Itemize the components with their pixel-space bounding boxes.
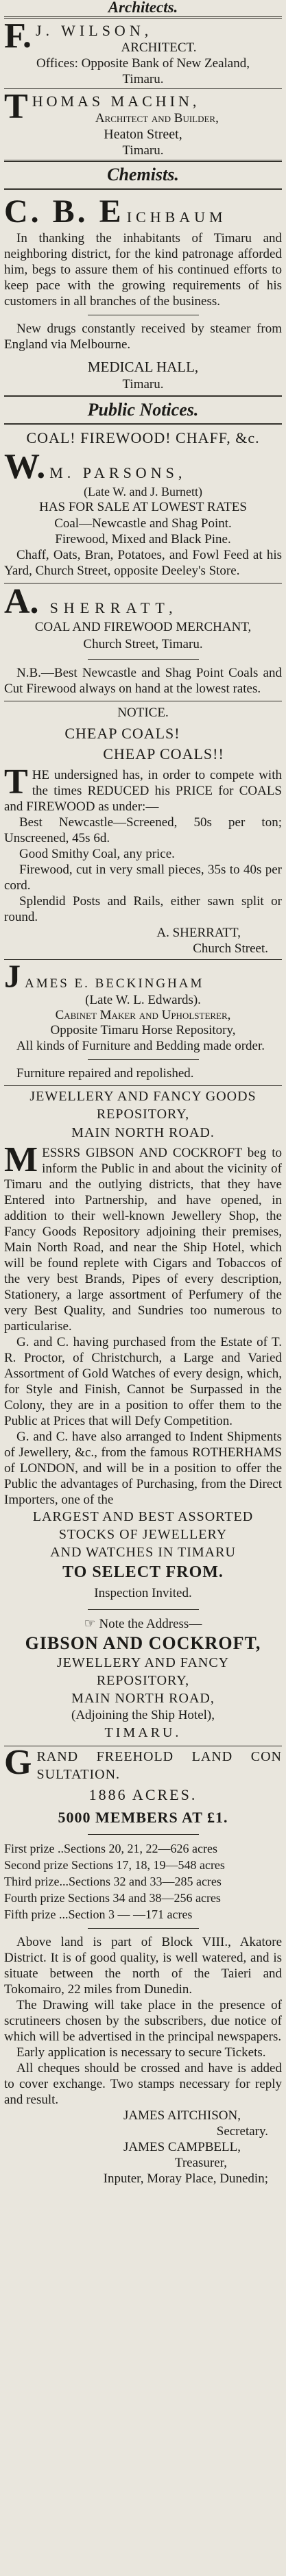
members-line: 5000 MEMBERS AT £1. xyxy=(58,1809,228,1826)
ad-sherratt xyxy=(4,585,282,697)
note-line: ☞ Note the Address— xyxy=(84,1617,202,1631)
price-firewood: Firewood, cut in very small pieces, 35s to 40s per cord. xyxy=(4,863,282,893)
town-line: Timaru. xyxy=(122,72,164,86)
firm-line-3: REPOSITORY, xyxy=(96,1673,190,1688)
firm-line-4: MAIN NORTH ROAD, xyxy=(71,1691,215,1706)
drop-initial: J xyxy=(4,961,21,995)
ad-eichbaum xyxy=(4,193,282,392)
cheap-line-2: CHEAP COALS!! xyxy=(103,745,224,762)
firm-line-2: JEWELLERY AND FANCY xyxy=(56,1655,230,1670)
price-smithy: Good Smithy Coal, any price. xyxy=(19,847,175,861)
coal-line: Coal—Newcastle and Shag Point. xyxy=(54,516,232,531)
section-heading-public-notices: Public Notices. xyxy=(87,400,199,420)
nb-line: N.B.—Best Newcastle and Shag Point Coals and Cut Firewood always on hand at the lowest rates. xyxy=(4,666,282,696)
consultation-title: RAND FREEHOLD LAND CON SULTATION. xyxy=(36,1749,282,1782)
divider xyxy=(4,423,282,425)
signature-name: A. SHERRATT, xyxy=(156,926,241,940)
firm-line-6: TIMARU. xyxy=(104,1725,182,1740)
cheap-line-1: CHEAP COALS! xyxy=(64,725,180,742)
repair-line: Furniture repaired and repolished. xyxy=(16,1066,194,1081)
consultation-body-2: The Drawing will take place in the presence of scrutineers chosen by the subscribers, due notice of which will be advertised in the principal newspapers. xyxy=(4,1998,282,2044)
jewellery-heading-1: JEWELLERY AND FANCY GOODS xyxy=(29,1089,257,1104)
sale-line: HAS FOR SALE AT LOWEST RATES xyxy=(39,500,247,514)
jewellery-body-1: ESSRS GIBSON AND COCKROFT beg to inform the Public in and about the vicinity of Timaru and the outlying districts, that they have Entered into Partnership, and have opened, in addition to their well-known Jewellery Shop, the Fancy Goods Repository adjoining their premises, Main North Road, and near the Ship Hotel, which will be found replete with Cigars and Tobaccos of the very best Brands, Pipes of every description, Stationery, a large assortment of Perfumery of the very Best Quality, and Sundries too numerous to particularise. xyxy=(4,1146,282,1334)
ad-wilson xyxy=(4,21,282,87)
late-line: (Late W. and J. Burnett) xyxy=(84,485,202,498)
advertiser-title: Architect and Builder, xyxy=(95,111,219,125)
advertiser-title: ARCHITECT. xyxy=(121,40,197,55)
firm-name: GIBSON AND COCKROFT, xyxy=(25,1633,261,1653)
jewellery-body-2: G. and C. having purchased from the Estate of T. R. Proctor, of Christchurch, a Large and Varied Assortment of Gold Watches of every design, which, for Style and Finish, Cannot be Surpassed in the Colony, they are in a position to offer them to the Public at Prices that will Defy Competition. xyxy=(4,1335,282,1428)
prize-row: Second prize Sections 17, 18, 19—548 acres xyxy=(4,1858,225,1872)
firm-line-5: (Adjoining the Ship Hotel), xyxy=(71,1708,215,1722)
divider xyxy=(88,1834,199,1835)
consultation-body-1: Above land is part of Block VIII., Akatore District. It is of good quality, is well watered, and is situate between the north of the Taieri and Tokomairo, 22 miles from Dunedin. xyxy=(4,1935,282,1997)
advertiser-surname: ICHBAUM xyxy=(126,208,227,226)
stock-line-1: LARGEST AND BEST ASSORTED xyxy=(32,1509,254,1524)
signature-address: Church Street. xyxy=(193,941,268,956)
ad-jewellery xyxy=(4,1087,282,1742)
street-line: Heaton Street, xyxy=(104,127,182,142)
advertiser-name: J. WILSON, xyxy=(36,22,153,39)
divider xyxy=(88,1059,199,1060)
inspection-line: Inspection Invited. xyxy=(94,1586,192,1600)
divider xyxy=(88,1609,199,1610)
jewellery-heading-3: MAIN NORTH ROAD. xyxy=(71,1125,215,1140)
prize-row: Fifth prize ...Section 3 — —171 acres xyxy=(4,1907,193,1921)
ad-body-drugs: New drugs constantly received by steamer from England via Melbourne. xyxy=(4,322,282,352)
advertiser-name: HOMAS MACHIN, xyxy=(32,93,200,110)
divider xyxy=(4,1085,282,1086)
drop-initial: W. xyxy=(4,447,46,486)
headline: COAL! FIREWOOD! CHAFF, &c. xyxy=(26,429,260,446)
divider xyxy=(4,959,282,960)
drop-initial: T xyxy=(4,92,28,126)
drop-initial: F. xyxy=(4,21,32,56)
stock-line-2: STOCKS OF JEWELLERY xyxy=(58,1527,228,1542)
shop-name: MEDICAL HALL, xyxy=(87,359,199,375)
ad-beckingham xyxy=(4,961,282,1081)
town-line: Timaru. xyxy=(122,143,164,158)
select-line: TO SELECT FROM. xyxy=(62,1563,224,1581)
notice-body: HE undersigned has, in order to compete with the times REDUCED his PRICE for COALS and FIREWOOD as under:— xyxy=(4,768,282,814)
ad-body: In thanking the inhabitants of Timaru and neighboring district, for the kind patronage afforded him, begs to assure them of his continued efforts to keep pace with the growing requirements of his customers in all branches of the business. xyxy=(4,231,282,309)
address-line: Church Street, Timaru. xyxy=(83,637,203,651)
divider xyxy=(4,395,282,397)
late-line: (Late W. L. Edwards). xyxy=(85,993,201,1007)
address-line: Offices: Opposite Bank of New Zealand, xyxy=(36,56,250,71)
consultation-body-3: Early application is necessary to secure Tickets. xyxy=(16,2045,266,2060)
divider xyxy=(4,88,282,89)
drop-initial: G xyxy=(4,1748,33,1782)
signature-address: Inputer, Moray Place, Dunedin; xyxy=(103,2171,268,2186)
divider xyxy=(4,160,282,162)
ad-cheap-coals xyxy=(4,703,282,956)
firewood-line: Firewood, Mixed and Black Pine. xyxy=(55,532,231,546)
drop-initial: A. xyxy=(4,585,39,621)
ad-land-consultation xyxy=(4,1748,282,2187)
signature-treasurer: JAMES CAMPBELL, xyxy=(123,2140,241,2154)
address-line: Opposite Timaru Horse Repository, xyxy=(50,1023,236,1037)
stock-line-3: AND WATCHES IN TIMARU xyxy=(50,1545,236,1560)
section-heading-architects: Architects. xyxy=(108,0,178,15)
advertiser-title: Cabinet Maker and Upholsterer, xyxy=(55,1008,231,1022)
advertiser-name: M. PARSONS, xyxy=(49,464,187,481)
ad-parsons xyxy=(4,426,282,579)
divider xyxy=(88,1928,199,1929)
drop-initial: M xyxy=(4,1140,38,1179)
acres-line: 1886 ACRES. xyxy=(88,1786,198,1803)
signature-treasurer-role: Treasurer, xyxy=(174,2156,227,2170)
divider xyxy=(4,16,282,19)
advertiser-name: AMES E. BECKINGHAM xyxy=(25,976,204,991)
consultation-body-4: All cheques should be crossed and have is added to cover exchange. Two stamps necessary for reply and result. xyxy=(4,2061,282,2107)
signature-secretary-role: Secretary. xyxy=(216,2124,268,2139)
divider xyxy=(88,659,199,660)
drop-initial: T xyxy=(4,762,28,802)
jewellery-heading-2: REPOSITORY, xyxy=(96,1107,190,1122)
ad-machin xyxy=(4,92,282,158)
advertiser-name: SHERRATT, xyxy=(49,599,178,616)
notice-heading: NOTICE. xyxy=(117,706,169,720)
prize-row: Fourth prize Sections 34 and 38—256 acres xyxy=(4,1891,221,1905)
produce-line: Chaff, Oats, Bran, Potatoes, and Fowl Feed at his Yard, Church Street, opposite Deeley's Store. xyxy=(4,548,282,578)
divider xyxy=(4,188,282,190)
signature-secretary: JAMES AITCHISON, xyxy=(123,2108,241,2123)
advertiser-title: COAL AND FIREWOOD MERCHANT, xyxy=(34,620,252,634)
jewellery-body-3: G. and C. have also arranged to Indent Shipments of Jewellery, &c., from the famous ROTHERHAMS of LONDON, and will be in a position to offer the Public the advantages of Purchasing, from the Direct Importers, one of the xyxy=(4,1430,282,1507)
section-heading-chemists: Chemists. xyxy=(107,165,179,184)
price-best: Best Newcastle—Screened, 50s per ton; Unscreened, 45s 6d. xyxy=(4,815,282,845)
prize-row: Third prize...Sections 32 and 33—285 acres xyxy=(4,1875,222,1888)
town-line: Timaru. xyxy=(122,377,164,392)
price-posts: Splendid Posts and Rails, either sawn split or round. xyxy=(4,894,282,924)
advertiser-initials: C. B. E xyxy=(4,193,124,230)
kinds-line: All kinds of Furniture and Bedding made order. xyxy=(16,1039,265,1053)
prize-row: First prize ..Sections 20, 21, 22—626 acres xyxy=(4,1842,217,1855)
